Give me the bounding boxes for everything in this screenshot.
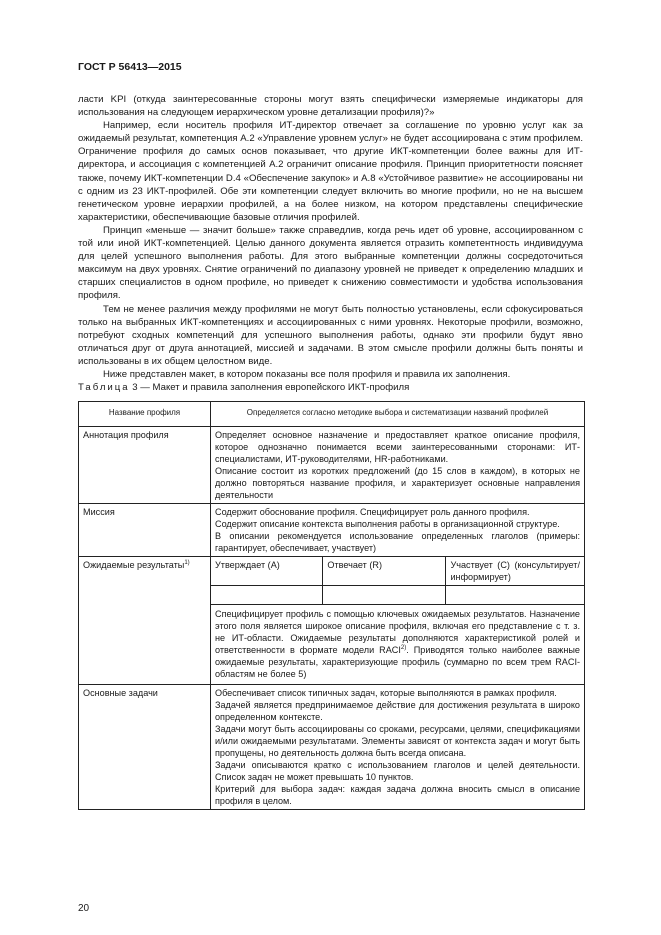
row-label-results xyxy=(79,557,211,685)
footnote-marker: 1) xyxy=(184,559,190,566)
paragraph: Принцип «меньше — значит больше» также справедлив, когда речь идет об уровне, ассоциированном с той или иной ИКТ-компетенцией. Целью данного документа является отразить компетентность индивидуума для целей успешного выполнения работы. Для этого выбранные компетенции должны сосредоточиться максимум на двух уровнях. Снятие ограничений по диапазону уровней не приведет к определению младших и старших специалистов в одном профиле, но приведет к снижению совместимости и удобства использования профиля. xyxy=(78,224,583,302)
row-label-annotation: Аннотация профиля xyxy=(79,427,211,504)
body-text xyxy=(78,93,583,381)
paragraph: Тем не менее различия между профилями не могут быть полностью установлены, если сфокусироваться только на выбранных ИКТ-компетенциях и ассоциированных с ними уровнях. Некоторые профили, возможно, потребуют сходных компетенций для успешного выполнения работы, однако эти профили будут явно отличаться друг от друга аннотацией, миссией и задачами. В этом смысле профили должны быть поняты и использованы в их общем целостном виде. xyxy=(78,303,583,367)
raci-empty-cell xyxy=(211,586,323,605)
cell-line: Содержит обоснование профиля. Специфицирует роль данного профиля. xyxy=(215,507,530,517)
table-caption-text: 3 — Макет и правила заполнения европейского ИКТ-профиля xyxy=(129,382,410,393)
table-row-results xyxy=(79,557,585,685)
table-header-row xyxy=(79,402,585,427)
cell-line: Задачи описываются кратко с использованием глаголов и целей деятельности. Список задач не может превышать 10 пунктов. xyxy=(215,760,580,782)
raci-empty-cell xyxy=(446,586,584,605)
row-content-results xyxy=(211,557,585,685)
raci-approves: Утверждает (A) xyxy=(211,557,323,586)
cell-line: Содержит описание контекста выполнения работы в организационной структуре. xyxy=(215,519,560,529)
raci-description-row xyxy=(211,605,584,685)
cell-line: Определяет основное назначение и предоставляет краткое описание профиля, которое однозначно понимается всеми заинтересованными сторонами: ИТ-специалистами, ИТ-руководителями, HR-работниками. xyxy=(215,430,580,464)
row-content-annotation xyxy=(211,427,585,504)
raci-responsible: Отвечает (R) xyxy=(323,557,446,586)
profile-layout-table xyxy=(78,401,585,810)
raci-table xyxy=(211,557,584,684)
document-header: ГОСТ Р 56413—2015 xyxy=(78,61,182,73)
row-content-mission xyxy=(211,504,585,557)
table-row-mission xyxy=(79,504,585,557)
header-cell-method: Определяется согласно методике выбора и систематизации названий профилей xyxy=(211,402,585,427)
row-content-tasks xyxy=(211,685,585,810)
cell-line: Задачи могут быть ассоциированы со сроками, ресурсами, целями, спецификациями и/или ожидаемыми результатами. Элементы зависят от контекста задач и могут быть пропущены, но деятельность должна быть всегда описана. xyxy=(215,724,580,758)
table-caption-label: Таблица xyxy=(78,382,130,393)
raci-header-row xyxy=(211,557,584,586)
footnote-marker: 2) xyxy=(400,644,407,651)
raci-empty-cell xyxy=(323,586,446,605)
header-cell-profile-name: Название профиля xyxy=(79,402,211,427)
cell-line: Критерий для выбора задач: каждая задача должна вносить смысл в описание профиля в целом. xyxy=(215,784,580,806)
cell-line: В описании рекомендуется использование определенных глаголов (примеры: гарантирует, обеспечивает, участвует) xyxy=(215,531,580,553)
raci-empty-row xyxy=(211,586,584,605)
results-label: Ожидаемые результаты xyxy=(83,560,185,570)
paragraph: Ниже представлен макет, в котором показаны все поля профиля и правила их заполнения. xyxy=(103,368,511,380)
table-row-tasks xyxy=(79,685,585,810)
cell-line: Описание состоит из коротких предложений (до 15 слов в каждом), в которых не должно повторяться название профиля, и характеризует основные направления деятельности xyxy=(215,466,580,500)
page-number: 20 xyxy=(78,903,90,914)
raci-consulted: Участвует (C) (консультирует/информирует) xyxy=(446,557,584,586)
table-caption xyxy=(78,382,409,393)
results-description: Специфицирует профиль с помощью ключевых ожидаемых результатов. Назначение этого поля является широкое описание профиля, включая его представление с т. з. не ИТ-области. Ожидаемые результаты дополняются характеристикой ролей и ответственности в формате модели RACI$^{2)}$. Приводятся только наиболее важные ожидаемые результаты, характеризующие профиль (суммарно по всем трем RACI-областям не более 5) xyxy=(211,605,584,685)
cell-line: Задачей является предпринимаемое действие для достижения результата в широко определенном контексте. xyxy=(215,700,580,722)
paragraph: ласти KPI (откуда заинтересованные стороны могут взять специфически измеряемые индикаторы для использования на следующем иерархическом уровне детализации профиля)?» xyxy=(78,94,583,119)
table-row-annotation xyxy=(79,427,585,504)
paragraph: Например, если носитель профиля ИТ-директор отвечает за соглашение по уровню услуг как за ожидаемый результат, компетенция А.2 «Управление уровнем услуг» не будет ассоциирована с этим профилем. Ограничение профиля до самых основ показывает, что другие ИКТ-компетенции более важны для ИТ-директора, и ассоциация с компетенцией А.2 ограничит описание профиля. Принцип приоритетности поясняет также, почему ИКТ-компетенции D.4 «Обеспечение закупок» и А.8 «Устойчивое развитие» не ассоциированы ни с одним из 23 ИКТ-профилей. Обе эти компетенции следует включить во многие профили, но не на высшем генетическом уровне иерархии профилей, а на более низком, на котором представлены специфические характеристики, обеспечивающие базовые отличия профилей. xyxy=(78,120,583,223)
row-label-mission: Миссия xyxy=(79,504,211,557)
row-label-tasks: Основные задачи xyxy=(79,685,211,810)
cell-line: Обеспечивает список типичных задач, которые выполняются в рамках профиля. xyxy=(215,688,557,698)
